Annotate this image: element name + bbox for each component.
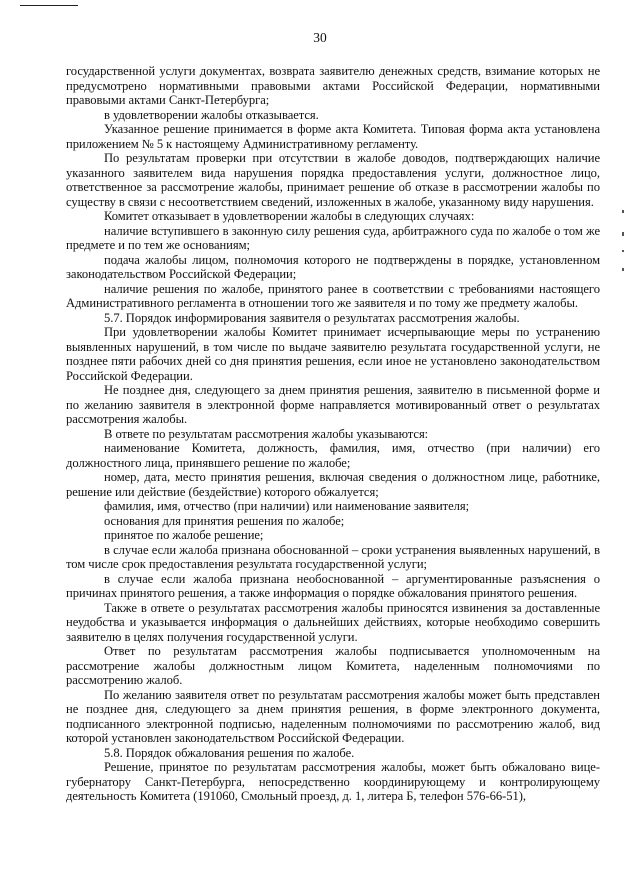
paragraph: Не позднее дня, следующего за днем принятия решения, заявителю в письменной форме и по желанию заявителя в электронной форме направляется мотивированный ответ о результатах рассмотрения жалобы. — [66, 383, 600, 426]
paragraph: в случае если жалоба признана обоснованной – сроки устранения выявленных нарушений, в том числе срок предоставления результата государственной услуги; — [66, 542, 600, 571]
paragraph: По желанию заявителя ответ по результатам рассмотрения жалобы может быть представлен не позднее дня, следующего за днем принятия решения, в форме электронного документа, подписанного электронной подписью, наделенным полномочиями по рассмотрению жалоб, вид которой установлен законодательством Российской Федерации. — [66, 687, 600, 745]
page-number: 30 — [313, 30, 327, 45]
paragraph: Решение, принятое по результатам рассмотрения жалобы, может быть обжаловано вице-губернатору Санкт-Петербурга, непосредственно координирующему и контролирующему деятельность Комитета (191060, Смольный проезд, д. 1, литера Б, телефон 576-66-51), — [66, 760, 600, 803]
paragraph: фамилия, имя, отчество (при наличии) или наименование заявителя; — [104, 499, 470, 513]
paragraph: наименование Комитета, должность, фамилия, имя, отчество (при наличии) его должностного лица, принявшего решение по жалобе; — [66, 441, 600, 470]
margin-scan-marks — [621, 210, 625, 280]
paragraph: наличие вступившего в законную силу решения суда, арбитражного суда по жалобе о том же предмете и по тем же основаниям; — [66, 223, 600, 252]
section-heading: 5.8. Порядок обжалования решения по жалобе. — [104, 745, 355, 760]
paragraph: в удовлетворении жалобы отказывается. — [104, 107, 319, 122]
paragraph: номер, дата, место принятия решения, включая сведения о должностном лице, работнике, решение или действие (бездействие) которого обжалуется; — [66, 470, 600, 499]
paragraph: В ответе по результатам рассмотрения жалобы указываются: — [104, 426, 429, 441]
paragraph: принятое по жалобе решение; — [104, 528, 264, 542]
paragraph: По результатам проверки при отсутствии в жалобе доводов, подтверждающих наличие указанного заявителем вида нарушения порядка предоставления услуги, должностное лицо, ответственное за рассмотрение жалобы, принимает решение об отказе в рассмотрении жалобы по существу в связи с несоответствием сведений, изложенных в жалобе, указанному виду нарушения. — [66, 151, 600, 209]
paragraph: Также в ответе о результатах рассмотрения жалобы приносятся извинения за доставленные неудобства и указывается информация о дальнейших действиях, которые необходимо совершить заявителю в целях получения государственной услуги. — [66, 600, 600, 644]
scan-artifact-line — [20, 5, 78, 6]
paragraph: При удовлетворении жалобы Комитет принимает исчерпывающие меры по устранению выявленных нарушений, в том числе по выдаче заявителю результата государственной услуги, не позднее пяти рабочих дней со дня принятия решения, если иное не установлено законодательством Российской Федерации. — [66, 325, 600, 383]
paragraph: Ответ по результатам рассмотрения жалобы подписывается уполномоченным на рассмотрение жалобы должностным лицом Комитета, наделенным полномочиями по рассмотрению жалоб. — [66, 644, 600, 687]
document-body — [66, 64, 600, 804]
paragraph: Комитет отказывает в удовлетворении жалобы в следующих случаях: — [104, 209, 475, 223]
paragraph: основания для принятия решения по жалобе; — [104, 513, 345, 528]
paragraph: подача жалобы лицом, полномочия которого не подтверждены в порядке, установленном законодательством Российской Федерации; — [66, 252, 600, 281]
paragraph: наличие решения по жалобе, принятого ранее в соответствии с требованиями настоящего Административного регламента в отношении того же заявителя и по тому же предмету жалобы. — [66, 281, 600, 310]
section-heading: 5.7. Порядок информирования заявителя о результатах рассмотрения жалобы. — [104, 310, 520, 325]
paragraph: Указанное решение принимается в форме акта Комитета. Типовая форма акта установлена приложением № 5 к настоящему Административному регламенту. — [66, 122, 600, 151]
paragraph: государственной услуги документах, возврата заявителю денежных средств, взимание которых не предусмотрено нормативными правовыми актами Российской Федерации, нормативными правовыми актами Санкт-Петербурга; — [66, 64, 600, 107]
paragraph: в случае если жалоба признана необоснованной – аргументированные разъяснения о причинах принятого решения, а также информация о порядке обжалования принятого решения. — [66, 571, 600, 600]
